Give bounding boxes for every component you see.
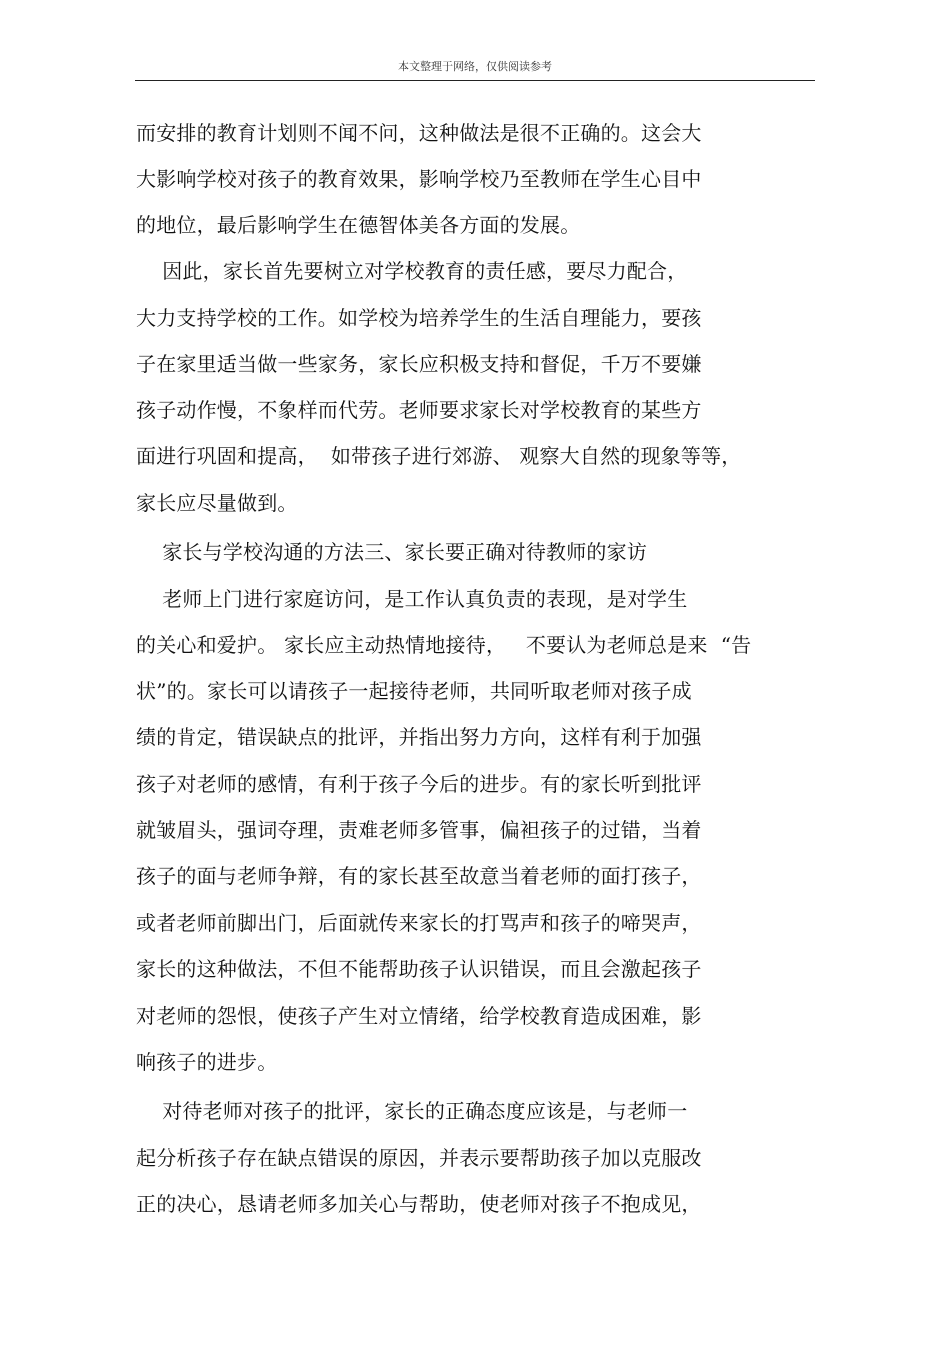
text-line: 老师上门进行家庭访问，是工作认真负责的表现，是对学生 [136, 587, 688, 611]
text-line: 子在家里适当做一些家务，家长应积极支持和督促，千万不要嫌 [136, 352, 702, 376]
page-header: 本文整理于网络，仅供阅读参考 [398, 60, 552, 73]
header-divider [135, 80, 815, 81]
text-line: 状”的。家长可以请孩子一起接待老师，共同听取老师对孩子成 [136, 679, 692, 703]
text-line: 孩子动作慢，不象样而代劳。老师要求家长对学校教育的某些方 [136, 398, 702, 422]
text-line: 孩子对老师的感情，有利于孩子今后的进步。有的家长听到批评 [136, 772, 702, 796]
text-line: 响孩子的进步。 [136, 1050, 278, 1074]
text-line: 对待老师对孩子的批评，家长的正确态度应该是，与老师一 [136, 1099, 688, 1123]
text-line: 起分析孩子存在缺点错误的原因，并表示要帮助孩子加以克服改 [136, 1146, 702, 1170]
text-line: 而安排的教育计划则不闻不问，这种做法是很不正确的。这会大 [136, 121, 702, 145]
text-line: 因此，家长首先要树立对学校教育的责任感，要尽力配合， [136, 259, 688, 283]
text-line: 大力支持学校的工作。如学校为培养学生的生活自理能力，要孩 [136, 306, 702, 330]
text-line: 家长的这种做法，不但不能帮助孩子认识错误，而且会激起孩子 [136, 957, 702, 981]
text-line: 大影响学校对孩子的教育效果，影响学校乃至教师在学生心目中 [136, 167, 702, 191]
text-line: 正的决心，恳请老师多加关心与帮助，使老师对孩子不抱成见， [136, 1192, 702, 1216]
text-line: 对老师的怨恨，使孩子产生对立情绪，给学校教育造成困难，影 [136, 1004, 702, 1028]
text-line: 家长应尽量做到。 [136, 491, 298, 515]
section-heading: 家长与学校沟通的方法三、家长要正确对待教师的家访 [136, 540, 648, 564]
text-line: 面进行巩固和提高， 如带孩子进行郊游、 观察大自然的现象等等， [136, 444, 742, 468]
text-line: 的地位，最后影响学生在德智体美各方面的发展。 [136, 213, 581, 237]
text-line: 或者老师前脚出门，后面就传来家长的打骂声和孩子的啼哭声， [136, 911, 702, 935]
text-line: 绩的肯定，错误缺点的批评，并指出努力方向，这样有利于加强 [136, 725, 702, 749]
text-line: 孩子的面与老师争辩，有的家长甚至故意当着老师的面打孩子， [136, 864, 702, 888]
text-line: 的关心和爱护。 家长应主动热情地接待， 不要认为老师总是来 “告 [136, 633, 752, 657]
text-line: 就皱眉头，强词夺理，责难老师多管事，偏袒孩子的过错，当着 [136, 818, 702, 842]
